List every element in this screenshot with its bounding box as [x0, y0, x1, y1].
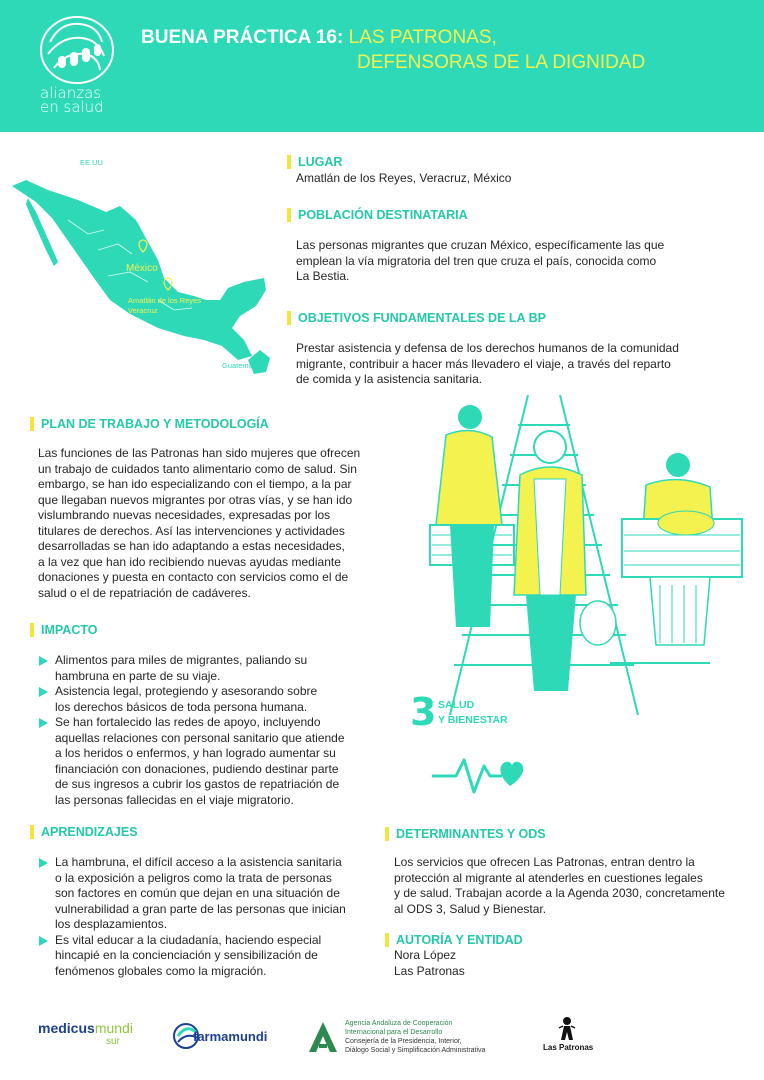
list-item: [38, 715, 368, 808]
plan-line: desarrolladas se han ido adaptando a estas necesidades,: [38, 539, 345, 553]
las-patronas-logo-icon: [555, 1016, 579, 1042]
determinantes-line: protección al migrante al atenderles en cuestiones legales: [394, 870, 703, 885]
logo-text-line-2: en salud: [40, 98, 104, 116]
medicus-logo-text-1: medicus: [38, 1020, 95, 1036]
heading-bar: [287, 208, 291, 222]
farmamundi-logo-text: farmamundi: [193, 1029, 268, 1044]
page-title: [141, 27, 497, 49]
poblacion-line: La Bestia.: [296, 269, 350, 283]
impacto-heading-text: IMPACTO: [41, 623, 98, 637]
bullet-triangle-icon: [39, 936, 48, 946]
plan-heading-text: PLAN DE TRABAJO Y METODOLOGÍA: [41, 417, 269, 431]
list-item: [38, 855, 378, 933]
heading-bar: [385, 827, 389, 841]
objetivos-line: Prestar asistencia y defensa de los derechos humanos de la comunidad: [296, 341, 679, 355]
logo-text-line-1: alianzas: [40, 84, 102, 102]
poblacion-text: [296, 238, 664, 285]
lugar-text: Amatlán de los Reyes, Veracruz, México: [296, 171, 512, 185]
junta-dark-line: Diálogo Social y Simplificación Administrativa: [345, 1046, 486, 1054]
aprendizajes-heading-text: APRENDIZAJES: [41, 825, 138, 839]
impacto-line: financiación con donaciones, pudiendo destinar parte: [55, 761, 339, 776]
heading-bar: [385, 933, 389, 947]
plan-line: salud o el de repatriación de cadáveres.: [38, 585, 251, 600]
heartbeat-icon: [432, 752, 532, 798]
objetivos-text: [296, 341, 679, 388]
medicus-logo-text-3: sur: [106, 1036, 120, 1047]
impacto-line: a los heridos o enfermos, y han logrado aumentar su: [55, 746, 336, 760]
list-item: [38, 684, 368, 715]
impacto-line: de sus ingresos a cubrir los gastos de repatriación de: [55, 777, 340, 791]
aprendizajes-line: La hambruna, el difícil acceso a la asistencia sanitaria: [55, 855, 342, 869]
aprendizajes-line: hincapié en la concienciación y sensibilización de: [55, 948, 318, 962]
title-line-1: LAS PATRONAS,: [348, 27, 497, 48]
sdg-label: [438, 698, 508, 728]
map-label-mexico: México: [126, 263, 158, 274]
junta-dark-line: Consejería de la Presidencia, Interior,: [345, 1038, 462, 1045]
bullet-triangle-icon: [39, 687, 48, 697]
autoria-heading: [385, 933, 523, 947]
aprendizajes-line: Es vital educar a la ciudadanía, haciendo especial: [55, 932, 322, 947]
autoria-line: Las Patronas: [394, 963, 465, 978]
plan-line: vislumbrando nuevas necesidades, expresadas por los: [38, 508, 331, 522]
determinantes-line: y de salud. Trabajan acorde a la Agenda 2030, concretamente: [394, 886, 725, 900]
heading-bar: [287, 311, 291, 325]
bullet-triangle-icon: [39, 858, 48, 868]
impacto-line: hambruna en parte de su viaje.: [55, 668, 221, 683]
map-label-place-1: Amatlán de los Reyes: [128, 296, 201, 305]
plan-heading: [30, 417, 269, 431]
autoria-heading-text: AUTORÍA Y ENTIDAD: [396, 933, 523, 947]
junta-text-dark: [345, 1038, 485, 1055]
plan-line: Las funciones de las Patronas han sido mujeres que ofrecen: [38, 446, 361, 460]
poblacion-line: Las personas migrantes que cruzan México, específicamente las que: [296, 238, 665, 252]
aprendizajes-heading: [30, 825, 138, 839]
impacto-line: aquellas relaciones con personal sanitario que atiende: [55, 730, 345, 745]
objetivos-line: de comida y la asistencia sanitaria.: [296, 372, 483, 386]
objetivos-heading-text: OBJETIVOS FUNDAMENTALES DE LA BP: [298, 311, 546, 325]
impacto-line: Asistencia legal, protegiendo y asesorando sobre: [55, 684, 318, 698]
plan-line: un trabajo de cuidados tanto alimentario como de salud. Sin: [38, 461, 357, 476]
determinantes-line: al ODS 3, Salud y Bienestar.: [394, 901, 547, 916]
plan-line: donaciones y puesta en contacto con servicios como el de: [38, 570, 349, 584]
lugar-heading-text: LUGAR: [298, 155, 343, 169]
objetivos-heading: [287, 311, 546, 325]
poblacion-heading-text: POBLACIÓN DESTINATARIA: [298, 208, 468, 222]
bullet-triangle-icon: [39, 656, 48, 666]
junta-green-line: Internacional para el Desarrollo: [345, 1028, 443, 1036]
list-item: [38, 653, 368, 684]
determinantes-text: [394, 855, 725, 917]
sdg-label-line-1: SALUD: [438, 699, 475, 711]
aprendizajes-list: [38, 855, 378, 979]
autoria-text: [394, 948, 465, 979]
junta-green-line: Agencia Andaluza de Cooperación: [345, 1020, 453, 1027]
title-prefix: BUENA PRÁCTICA 16:: [141, 27, 344, 48]
impacto-line: Se han fortalecido las redes de apoyo, incluyendo: [55, 715, 321, 729]
medicus-mundi-logo: [38, 1020, 133, 1047]
sdg-number: 3: [410, 690, 437, 734]
mexico-map: [8, 150, 280, 378]
header-banner: [0, 0, 764, 132]
list-item: [38, 933, 378, 980]
plan-line: a la vez que han ido recibiendo nuevas ayudas mediante: [38, 554, 341, 569]
poblacion-line: emplean la vía migratoria del tren que cruza el país, conocida como: [296, 253, 657, 268]
aprendizajes-line: o la exposición a peligros como la trata de personas: [55, 870, 332, 885]
impacto-line: los derechos básicos de toda persona humana.: [55, 699, 308, 714]
heading-bar: [30, 825, 34, 839]
heading-bar: [30, 623, 34, 637]
aprendizajes-line: son factores en común que dejan en una situación de: [55, 886, 340, 900]
title-line-2: DEFENSORAS DE LA DIGNIDAD: [357, 52, 646, 73]
patronas-women-illustration: [410, 395, 755, 715]
aprendizajes-line: vulnerabilidad a gran parte de las personas que inician: [55, 901, 346, 916]
impacto-list: [38, 653, 368, 808]
aprendizajes-line: los desplazamientos.: [55, 917, 168, 931]
autoria-line: Nora López: [394, 948, 457, 962]
plan-line: titulares de derechos. Así las intervenciones y actividades: [38, 523, 345, 538]
heading-bar: [287, 155, 291, 169]
alianzas-logo-text: [40, 86, 130, 114]
sdg-label-line-2: Y BIENESTAR: [438, 714, 508, 726]
alianzas-logo-icon: [36, 12, 118, 88]
objetivos-line: migrante, contribuir a hacer más llevadero el viaje, a través del reparto: [296, 356, 671, 371]
impacto-heading: [30, 623, 97, 637]
bullet-triangle-icon: [39, 718, 48, 728]
junta-text-green: [345, 1020, 452, 1037]
map-label-place-2: Veracruz: [128, 306, 158, 315]
plan-text: [38, 446, 360, 601]
impacto-line: las personas fallecidas en el viaje migratorio.: [55, 792, 294, 807]
plan-line: que llegaban nuevos migrantes por otras vías, y se han ido: [38, 492, 353, 507]
impacto-line: Alimentos para miles de migrantes, paliando su: [55, 653, 308, 667]
map-label-guatemala: Guatemala: [222, 361, 259, 370]
heading-bar: [30, 417, 34, 431]
lugar-heading: [287, 155, 342, 169]
determinantes-heading-text: DETERMINANTES Y ODS: [396, 827, 546, 841]
map-label-usa: EE.UU: [80, 158, 103, 167]
aprendizajes-line: fenómenos globales como la migración.: [55, 963, 267, 978]
determinantes-heading: [385, 827, 546, 841]
medicus-logo-text-2: mundi: [94, 1020, 133, 1036]
plan-line: embargo, se han ido especializando con el tiempo, a la par: [38, 477, 352, 491]
las-patronas-logo-text: Las Patronas: [543, 1043, 594, 1052]
junta-andalucia-logo-icon: [305, 1018, 341, 1054]
poblacion-heading: [287, 208, 468, 222]
determinantes-line: Los servicios que ofrecen Las Patronas, entran dentro la: [394, 855, 695, 869]
